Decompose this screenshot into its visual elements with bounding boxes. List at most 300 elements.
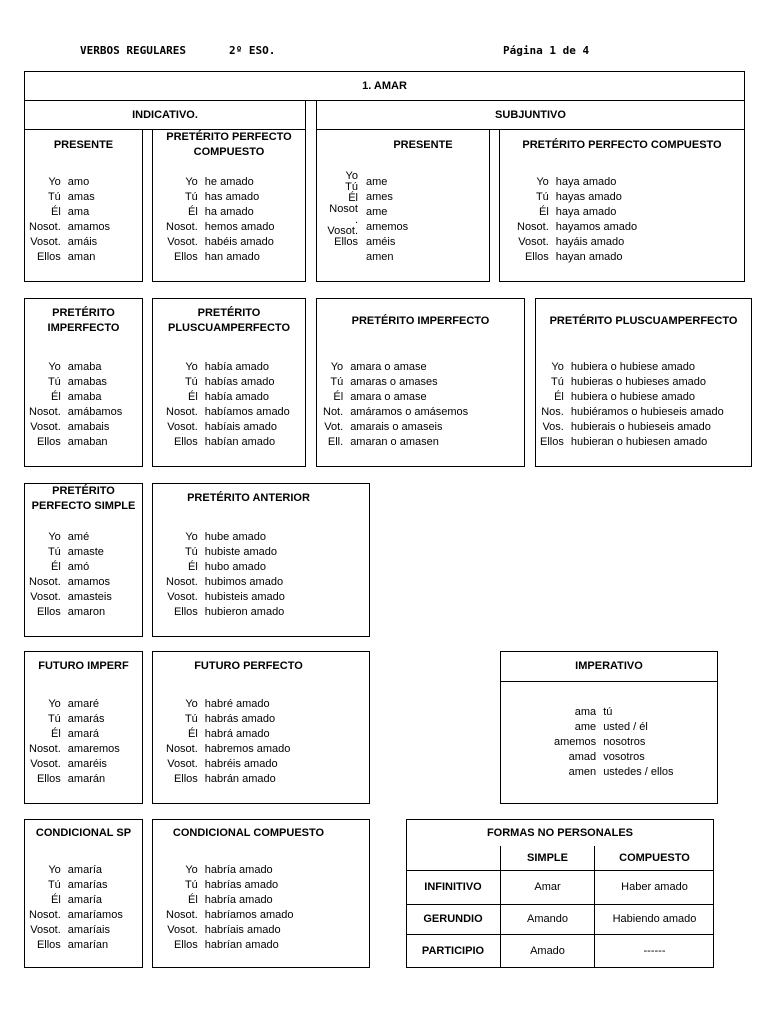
verb-form: amamos bbox=[67, 221, 110, 233]
person-label: ame bbox=[574, 721, 597, 733]
conjugation-row bbox=[166, 727, 290, 742]
person-label: Vosot. bbox=[167, 758, 198, 770]
box-title-line2: PERFECTO SIMPLE bbox=[31, 500, 136, 512]
verb-form: había amado bbox=[204, 391, 270, 403]
person-label: Yo bbox=[185, 531, 198, 543]
verb-form: habría amado bbox=[204, 894, 273, 906]
verb-form: amabas bbox=[67, 376, 107, 388]
verb-form: hubieran o hubiesen amado bbox=[570, 436, 708, 448]
person-label: Ellos bbox=[36, 251, 61, 263]
person-label: Nosot. bbox=[29, 576, 61, 588]
simple-form: Amando bbox=[501, 904, 595, 934]
conjugation-row bbox=[166, 712, 290, 727]
verb-form: amamos bbox=[67, 576, 110, 588]
conjugation-row bbox=[29, 545, 112, 560]
verb-form: hayamos amado bbox=[555, 221, 638, 233]
person-label: Vosot. bbox=[30, 924, 61, 936]
conjugation-row bbox=[166, 772, 290, 787]
person-label: Nosot. bbox=[29, 406, 61, 418]
divider bbox=[500, 681, 718, 682]
conjugation-row bbox=[166, 375, 290, 390]
doc-title: VERBOS REGULARES bbox=[80, 44, 186, 57]
verb-form: améis bbox=[366, 236, 396, 248]
verb-form: ame bbox=[366, 206, 388, 218]
conjugation-row bbox=[517, 190, 637, 205]
person-label: Yo bbox=[48, 361, 61, 373]
conjugation-row bbox=[166, 545, 285, 560]
verb-form: amarías bbox=[67, 879, 108, 891]
conjugation-row bbox=[323, 360, 468, 375]
conjugation-row bbox=[29, 250, 110, 265]
conjugation-row bbox=[29, 220, 110, 235]
conjugation-row bbox=[29, 190, 110, 205]
person-label: Yo bbox=[185, 698, 198, 710]
person-label: Él bbox=[188, 728, 198, 740]
box-title-line2: COMPUESTO bbox=[193, 146, 265, 158]
conjugation-row bbox=[554, 735, 674, 750]
conjugation-row bbox=[29, 893, 123, 908]
box-ind-pret-perf-comp bbox=[152, 129, 306, 282]
box-sub-pret-perf-comp bbox=[499, 129, 745, 282]
mood-indicativo: INDICATIVO. bbox=[24, 100, 306, 130]
box-title-line1: PRETÉRITO bbox=[197, 307, 261, 319]
conjugation-row bbox=[166, 250, 275, 265]
verb-form: aman bbox=[67, 251, 96, 263]
conjugation-row bbox=[517, 205, 637, 220]
box-ind-condicional bbox=[24, 819, 143, 968]
verb-form: amabais bbox=[67, 421, 110, 433]
box-ind-condicional-comp bbox=[152, 819, 370, 968]
conjugation-row bbox=[323, 420, 468, 435]
person-label: Yo bbox=[48, 176, 61, 188]
person-label: Tú bbox=[184, 879, 198, 891]
person-label: Nosot. bbox=[166, 743, 198, 755]
person-label: Not. bbox=[323, 406, 344, 418]
box-ind-pret-anterior bbox=[152, 483, 370, 637]
verb-form: amarán bbox=[67, 773, 106, 785]
conjugation-row bbox=[29, 712, 120, 727]
conjugation-row bbox=[166, 590, 285, 605]
box-ind-futuro-perf bbox=[152, 651, 370, 804]
person-label: Vosot. bbox=[30, 591, 61, 603]
box-title-line2: PLUSCUAMPERFECTO bbox=[167, 322, 291, 334]
person-label: Vosot. bbox=[167, 924, 198, 936]
conjugation-row bbox=[166, 697, 290, 712]
verb-form: tú bbox=[603, 706, 613, 718]
verb-form: he amado bbox=[204, 176, 254, 188]
verb-form: amaréis bbox=[67, 758, 107, 770]
conjugation-row bbox=[29, 742, 120, 757]
mood-subjuntivo: SUBJUNTIVO bbox=[316, 100, 745, 130]
verb-form: habríamos amado bbox=[204, 909, 294, 921]
verb-form: haya amado bbox=[555, 206, 617, 218]
conjugation-row bbox=[540, 435, 724, 450]
conjugation-row bbox=[323, 375, 468, 390]
conjugation-row bbox=[554, 720, 674, 735]
conjugation-row bbox=[29, 575, 112, 590]
conj-table bbox=[29, 175, 110, 265]
person-label: Tú bbox=[535, 191, 549, 203]
compound-form: Haber amado bbox=[595, 870, 715, 904]
verb-form: amasteis bbox=[67, 591, 112, 603]
verb-form: habrán amado bbox=[204, 773, 276, 785]
conjugation-row bbox=[540, 420, 724, 435]
conjugation-row bbox=[166, 863, 293, 878]
conj-table bbox=[166, 530, 285, 620]
verb-form: amaras o amases bbox=[350, 376, 438, 388]
person-label: Él bbox=[539, 206, 549, 218]
verb-form: amaría bbox=[67, 894, 103, 906]
box-title: CONDICIONAL COMPUESTO bbox=[172, 827, 325, 839]
conjugation-row bbox=[29, 435, 122, 450]
conjugation-row bbox=[166, 360, 290, 375]
verb-form: ustedes / ellos bbox=[603, 766, 674, 778]
course-label: 2º ESO. bbox=[229, 44, 276, 57]
conj-table bbox=[29, 360, 122, 450]
conjugation-row bbox=[540, 375, 724, 390]
verb-form: amemos bbox=[366, 221, 409, 233]
box-title-line1: PRETÉRITO bbox=[52, 307, 115, 319]
verb-form: ha amado bbox=[204, 206, 254, 218]
conjugation-row bbox=[166, 938, 293, 953]
person-label: Él bbox=[51, 561, 61, 573]
conjugation-row bbox=[29, 375, 122, 390]
person: Nosot bbox=[329, 203, 358, 215]
box-ind-futuro-imperf bbox=[24, 651, 143, 804]
box-sub-pret-plusc bbox=[535, 298, 752, 467]
person-label: Vosot. bbox=[167, 236, 198, 248]
conj-table bbox=[166, 175, 275, 265]
person-label: Yo bbox=[536, 176, 549, 188]
box-title: CONDICIONAL SP bbox=[35, 827, 132, 839]
conjugation-row bbox=[323, 435, 468, 450]
person-label: Nosot. bbox=[29, 221, 61, 233]
conjugation-row bbox=[166, 742, 290, 757]
verb-title: 1. AMAR bbox=[24, 71, 745, 101]
conjugation-row bbox=[166, 405, 290, 420]
verb-form: hayan amado bbox=[555, 251, 623, 263]
box-no-personales bbox=[406, 819, 714, 968]
person-label: Tú bbox=[184, 546, 198, 558]
verb-form: amáramos o amásemos bbox=[350, 406, 469, 418]
conjugation-row bbox=[166, 878, 293, 893]
person-label: Ellos bbox=[36, 773, 61, 785]
person-label: Tú bbox=[184, 191, 198, 203]
verb-form: habíais amado bbox=[204, 421, 277, 433]
person-label: Tú bbox=[184, 376, 198, 388]
conjugation-row bbox=[29, 863, 123, 878]
box-title: FORMAS NO PERSONALES bbox=[486, 827, 634, 839]
conj-table bbox=[166, 863, 293, 953]
verb-form: hubo amado bbox=[204, 561, 266, 573]
verb-form: hemos amado bbox=[204, 221, 275, 233]
box-title-line1: PRETÉRITO bbox=[52, 485, 115, 497]
conjugation-row bbox=[29, 560, 112, 575]
conjugation-row bbox=[554, 705, 674, 720]
person: Tú bbox=[345, 181, 358, 193]
verb-form: amaría bbox=[67, 864, 103, 876]
person-label: Él bbox=[51, 391, 61, 403]
conjugation-row bbox=[540, 405, 724, 420]
conjugation-row bbox=[517, 235, 637, 250]
conj-table bbox=[29, 530, 112, 620]
conjugation-row bbox=[166, 908, 293, 923]
verb-form: amábamos bbox=[67, 406, 123, 418]
box-title: FUTURO IMPERF bbox=[38, 660, 129, 672]
box-imperativo bbox=[500, 651, 718, 804]
box-ind-presente bbox=[24, 129, 143, 282]
person-label: Yo bbox=[185, 176, 198, 188]
verb-form: haya amado bbox=[555, 176, 617, 188]
person-label: Vosot. bbox=[518, 236, 549, 248]
verb-form: hubiéramos o hubieseis amado bbox=[570, 406, 724, 418]
person-label: Ellos bbox=[540, 436, 564, 448]
person-label: Tú bbox=[47, 191, 61, 203]
corner-cell bbox=[406, 846, 501, 870]
conjugation-row bbox=[323, 405, 468, 420]
verb-form: hubiera o hubiese amado bbox=[570, 391, 695, 403]
person-label: Nosot. bbox=[29, 909, 61, 921]
conj-table bbox=[554, 705, 674, 780]
verb-form: ama bbox=[67, 206, 90, 218]
verb-form: han amado bbox=[204, 251, 260, 263]
verb-form: habría amado bbox=[204, 864, 273, 876]
person-label: Yo bbox=[48, 698, 61, 710]
person-label: Tú bbox=[47, 376, 61, 388]
person: Vosot. bbox=[327, 225, 358, 237]
verb-form: hubieron amado bbox=[204, 606, 285, 618]
box-title: PRESENTE bbox=[53, 139, 114, 151]
person-label: Nosot. bbox=[166, 576, 198, 588]
verb-form: hubisteis amado bbox=[204, 591, 285, 603]
verb-form: amarían bbox=[67, 939, 109, 951]
verb-form: habríais amado bbox=[204, 924, 281, 936]
person-label: Vos. bbox=[542, 421, 564, 433]
person-label: Vosot. bbox=[30, 758, 61, 770]
person-label: Él bbox=[333, 391, 344, 403]
col-header-simple: SIMPLE bbox=[501, 846, 595, 870]
person-label: Él bbox=[188, 894, 198, 906]
verb-form: amaré bbox=[67, 698, 99, 710]
person-label: Yo bbox=[48, 864, 61, 876]
conj-table bbox=[517, 175, 637, 265]
verb-form: habrás amado bbox=[204, 713, 276, 725]
person: Ellos bbox=[334, 236, 358, 248]
person-label: Ellos bbox=[173, 606, 198, 618]
conjugation-row bbox=[166, 435, 290, 450]
conjugation-row bbox=[29, 405, 122, 420]
box-ind-pret-simple bbox=[24, 483, 143, 637]
no-personales-table bbox=[406, 846, 714, 967]
conjugation-row bbox=[166, 390, 290, 405]
verb-form: amáis bbox=[67, 236, 98, 248]
conjugation-row bbox=[29, 923, 123, 938]
box-title: IMPERATIVO bbox=[575, 660, 643, 672]
verb-form: hubierais o hubieseis amado bbox=[570, 421, 711, 433]
person-label: Ellos bbox=[173, 436, 198, 448]
box-title: PRETÉRITO ANTERIOR bbox=[187, 492, 310, 504]
conjugation-row bbox=[166, 575, 285, 590]
person-label: Yo bbox=[185, 864, 198, 876]
verb-form: habías amado bbox=[204, 376, 275, 388]
person-label: Tú bbox=[47, 546, 61, 558]
box-title: PRETÉRITO PLUSCUAMPERFECTO bbox=[549, 315, 738, 327]
verb-form: amo bbox=[67, 176, 90, 188]
conjugation-row bbox=[166, 190, 275, 205]
conjugation-row bbox=[29, 757, 120, 772]
person-label: amemos bbox=[554, 736, 597, 748]
verb-form: vosotros bbox=[603, 751, 645, 763]
person-label: Ellos bbox=[36, 436, 61, 448]
verb-form: amaban bbox=[67, 436, 108, 448]
box-title: PRETÉRITO PERFECTO COMPUESTO bbox=[522, 139, 722, 151]
verb-form: ame bbox=[366, 176, 388, 188]
compound-form: Habiendo amado bbox=[595, 904, 715, 934]
conjugation-row bbox=[166, 220, 275, 235]
simple-form: Amar bbox=[501, 870, 595, 904]
conjugation-row bbox=[29, 360, 122, 375]
person: Yo bbox=[345, 170, 358, 182]
conjugation-row bbox=[29, 878, 123, 893]
person-label: Yo bbox=[330, 361, 344, 373]
verb-form: amarás bbox=[67, 713, 105, 725]
verb-form: había amado bbox=[204, 361, 270, 373]
conjugation-row bbox=[540, 390, 724, 405]
verb-form: amaste bbox=[67, 546, 104, 558]
verb-form: amaremos bbox=[67, 743, 120, 755]
verb-form: habrías amado bbox=[204, 879, 279, 891]
person-label: Ellos bbox=[173, 251, 198, 263]
person: . bbox=[354, 214, 358, 226]
person-label: ama bbox=[574, 706, 597, 718]
verb-form: hubieras o hubieses amado bbox=[570, 376, 706, 388]
person-label: Nosot. bbox=[166, 909, 198, 921]
verb-form: habían amado bbox=[204, 436, 276, 448]
person-label: Tú bbox=[330, 376, 344, 388]
verb-form: habremos amado bbox=[204, 743, 291, 755]
conjugation-row bbox=[166, 530, 285, 545]
verb-form: amaríais bbox=[67, 924, 110, 936]
person-label: Yo bbox=[48, 531, 61, 543]
person-label: amad bbox=[568, 751, 597, 763]
person-label: Él bbox=[554, 391, 564, 403]
person-label: Ellos bbox=[524, 251, 549, 263]
page-number: Página 1 de 4 bbox=[503, 44, 590, 57]
verb-form: amas bbox=[67, 191, 95, 203]
conjugation-row bbox=[517, 175, 637, 190]
conj-table bbox=[166, 360, 290, 450]
row-label: PARTICIPIO bbox=[406, 934, 501, 967]
row-label: GERUNDIO bbox=[406, 904, 501, 934]
conjugation-row bbox=[29, 938, 123, 953]
box-ind-pret-imperf bbox=[24, 298, 143, 467]
conjugation-row bbox=[323, 390, 468, 405]
conjugation-row bbox=[29, 772, 120, 787]
verb-form: amara o amase bbox=[350, 391, 427, 403]
box-title-line2: IMPERFECTO bbox=[47, 322, 120, 334]
sub-presente-persons bbox=[322, 171, 358, 248]
person-label: Vot. bbox=[324, 421, 344, 433]
verb-form: amara o amase bbox=[350, 361, 427, 373]
person-label: Nos. bbox=[541, 406, 564, 418]
conj-table bbox=[166, 697, 290, 787]
conjugation-row bbox=[29, 235, 110, 250]
verb-form: amaron bbox=[67, 606, 106, 618]
conjugation-row bbox=[540, 360, 724, 375]
box-title: PRETÉRITO IMPERFECTO bbox=[351, 315, 490, 327]
person-label: Nosot. bbox=[517, 221, 549, 233]
person-label: Él bbox=[51, 206, 61, 218]
person-label: Ellos bbox=[173, 773, 198, 785]
verb-form: hubiera o hubiese amado bbox=[570, 361, 695, 373]
verb-form: habéis amado bbox=[204, 236, 274, 248]
conjugation-row bbox=[166, 893, 293, 908]
person-label: Ell. bbox=[327, 436, 344, 448]
simple-form: Amado bbox=[501, 934, 595, 967]
verb-form: amen bbox=[366, 251, 394, 263]
person-label: Él bbox=[188, 561, 198, 573]
conjugation-row bbox=[166, 175, 275, 190]
conjugation-row bbox=[29, 590, 112, 605]
conjugation-row bbox=[29, 390, 122, 405]
verb-form: amarais o amaseis bbox=[350, 421, 443, 433]
compound-form: ------ bbox=[595, 934, 715, 967]
verb-form: habréis amado bbox=[204, 758, 278, 770]
person-label: Vosot. bbox=[167, 421, 198, 433]
person-label: Tú bbox=[184, 713, 198, 725]
conjugation-row bbox=[29, 530, 112, 545]
box-title: FUTURO PERFECTO bbox=[194, 660, 303, 672]
person-label: Nosot. bbox=[166, 406, 198, 418]
person-label: Ellos bbox=[36, 939, 61, 951]
conjugation-row bbox=[166, 205, 275, 220]
conjugation-row bbox=[166, 605, 285, 620]
verb-form: hubiste amado bbox=[204, 546, 277, 558]
sub-presente-forms bbox=[366, 175, 408, 265]
col-header-compuesto: COMPUESTO bbox=[595, 846, 715, 870]
verb-form: habré amado bbox=[204, 698, 270, 710]
verb-form: amaríamos bbox=[67, 909, 123, 921]
conjugation-row bbox=[554, 765, 674, 780]
box-title-line1: PRETÉRITO PERFECTO bbox=[166, 131, 292, 143]
conj-table bbox=[29, 863, 123, 953]
conjugation-row bbox=[517, 250, 637, 265]
conjugation-row bbox=[166, 560, 285, 575]
conjugation-row bbox=[166, 235, 275, 250]
person-label: Yo bbox=[185, 361, 198, 373]
person-label: Ellos bbox=[36, 606, 61, 618]
verb-form: amé bbox=[67, 531, 90, 543]
person-label: Tú bbox=[551, 376, 564, 388]
conjugation-row bbox=[166, 757, 290, 772]
person-label: Vosot. bbox=[30, 421, 61, 433]
person-label: Vosot. bbox=[167, 591, 198, 603]
verb-form: usted / él bbox=[603, 721, 648, 733]
verb-form: ames bbox=[366, 191, 393, 203]
box-title: PRESENTE bbox=[393, 139, 453, 151]
conj-table bbox=[29, 697, 120, 787]
conjugation-row bbox=[554, 750, 674, 765]
conjugation-row bbox=[29, 420, 122, 435]
box-sub-pret-imperf bbox=[316, 298, 525, 467]
person-label: Yo bbox=[551, 361, 564, 373]
person-label: Él bbox=[188, 391, 198, 403]
verb-form: amaran o amasen bbox=[350, 436, 439, 448]
person-label: Tú bbox=[47, 879, 61, 891]
verb-form: habíamos amado bbox=[204, 406, 290, 418]
verb-form: nosotros bbox=[603, 736, 646, 748]
conjugation-row bbox=[517, 220, 637, 235]
